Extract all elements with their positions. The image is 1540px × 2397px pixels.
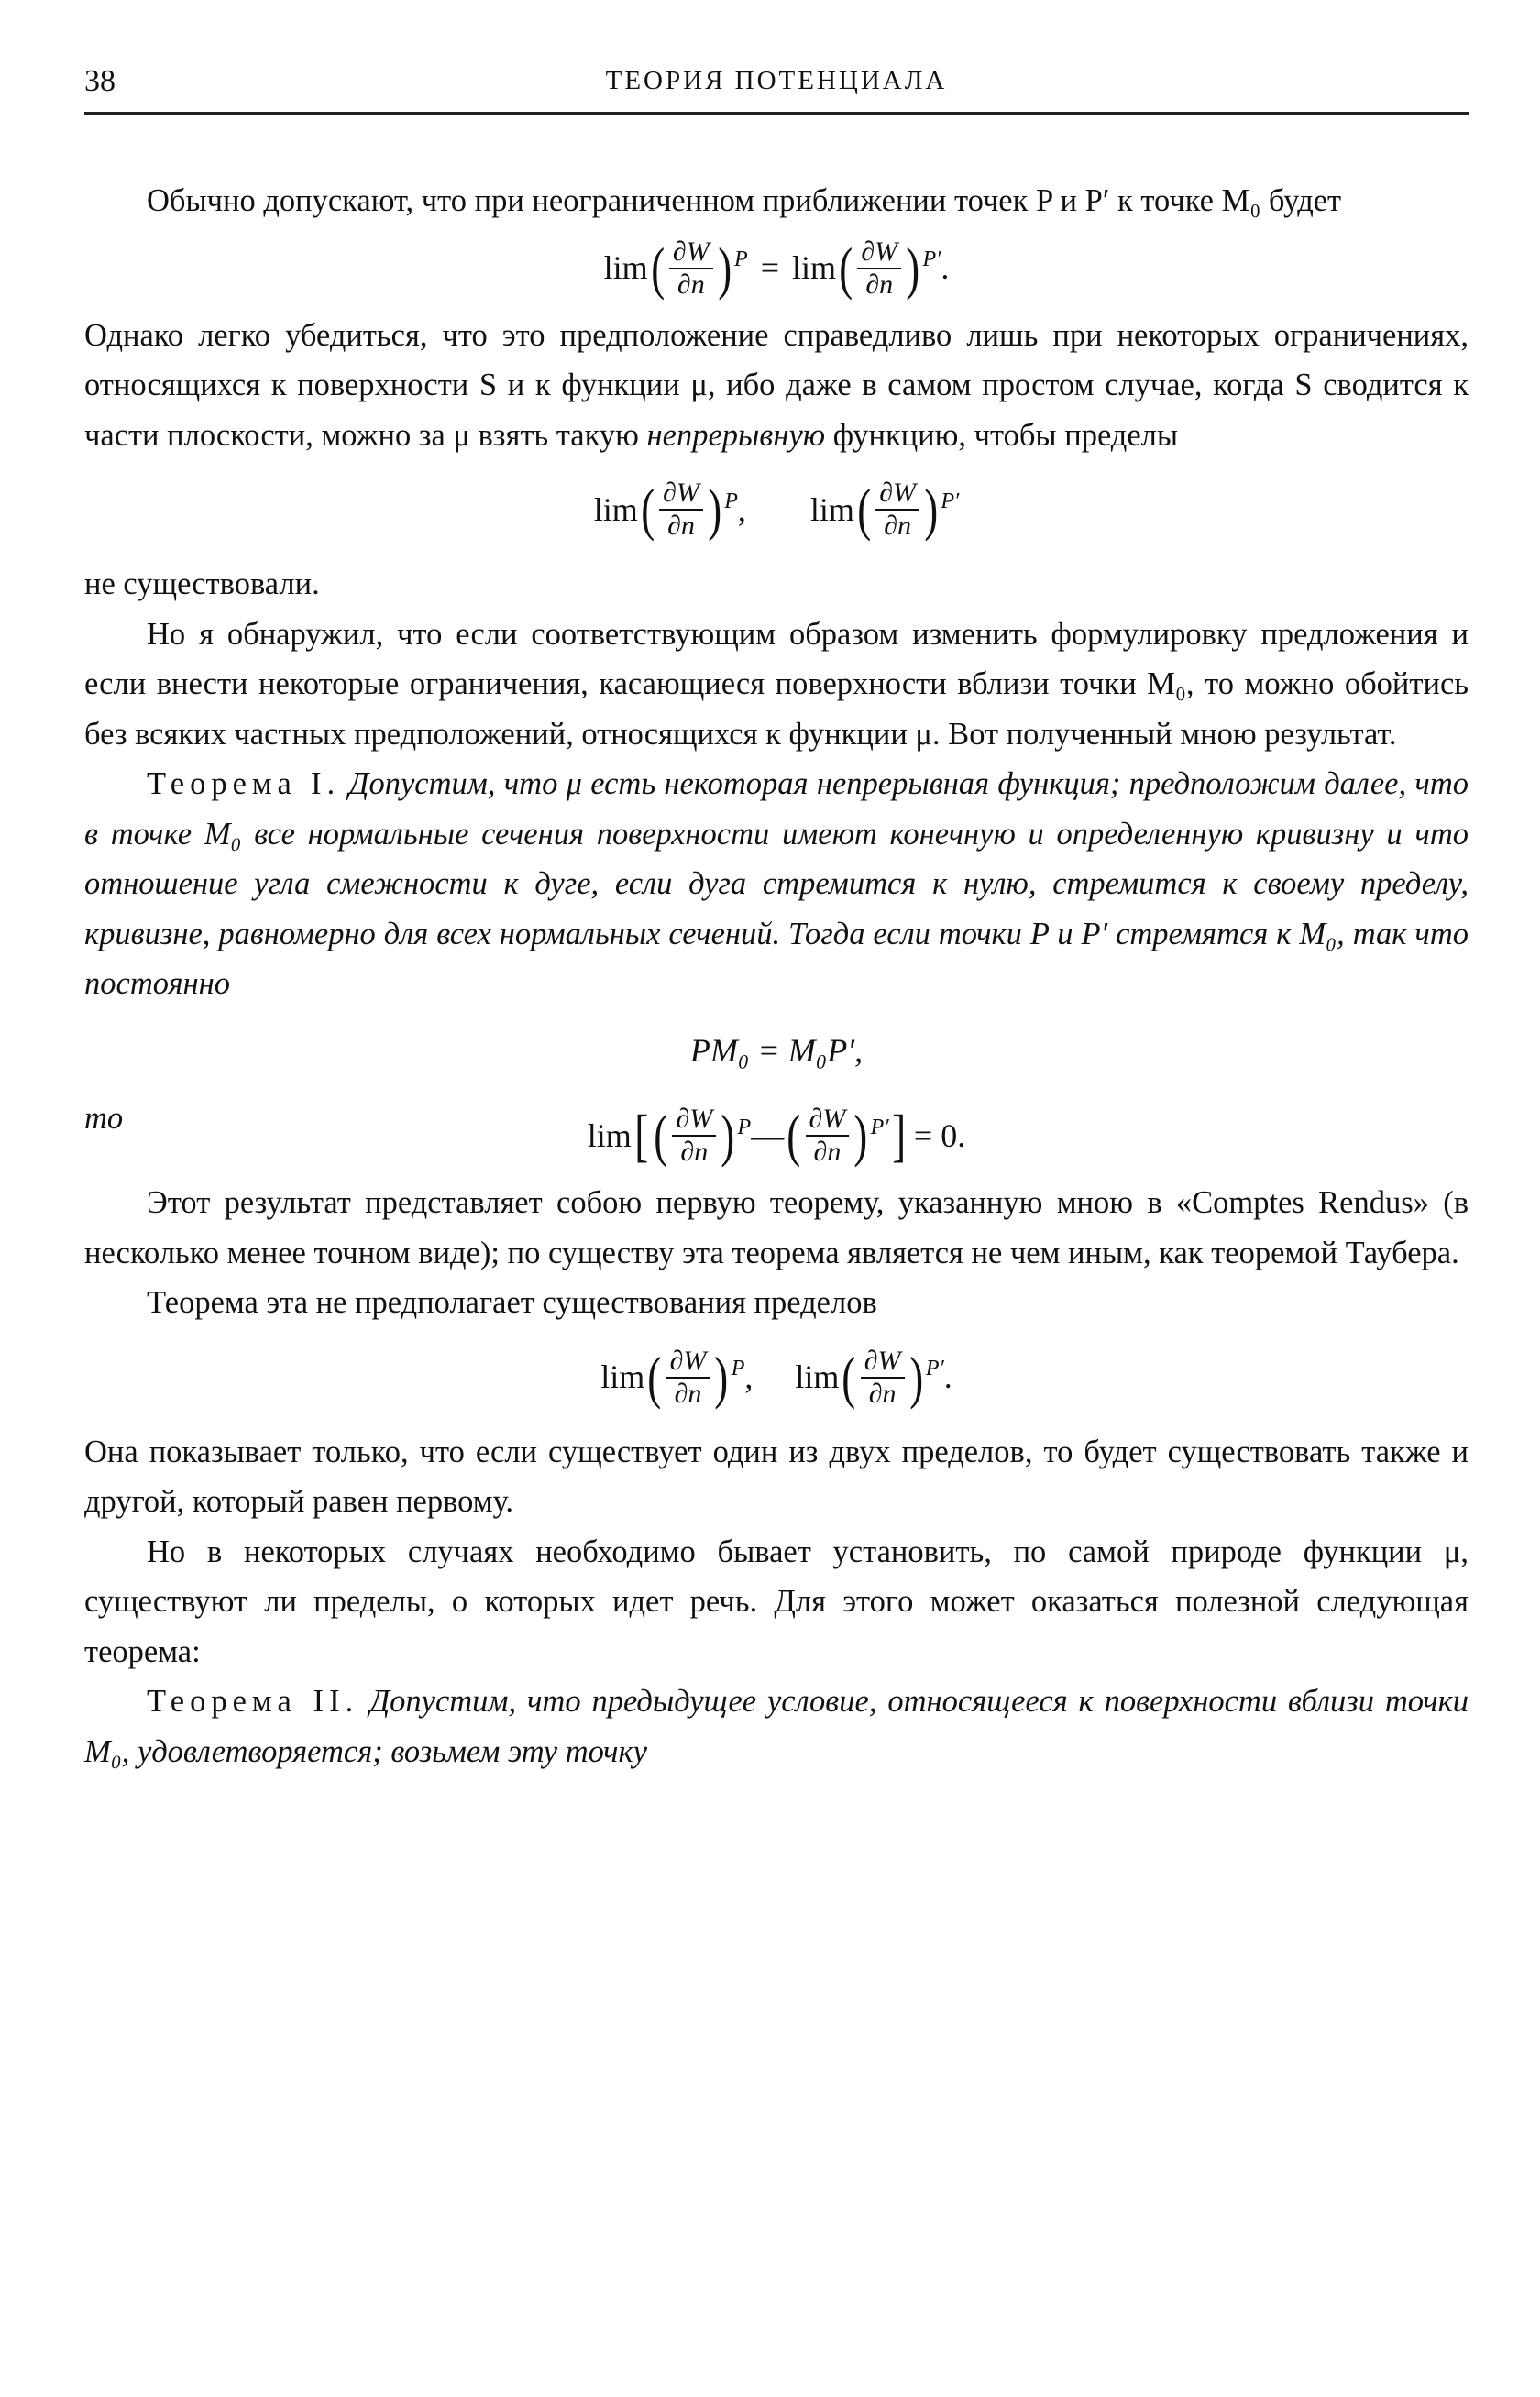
- paragraph-3: не существовали.: [84, 566, 320, 601]
- lim-label: lim: [593, 490, 638, 528]
- period: .: [943, 1358, 952, 1396]
- period: .: [940, 249, 950, 287]
- lim-label: lim: [603, 249, 648, 287]
- equation-pm0: PM₀ = M₀P′,: [689, 1032, 864, 1070]
- frac-numerator: ∂W: [861, 1346, 905, 1379]
- lim-label: lim: [587, 1116, 632, 1154]
- lim-label: lim: [600, 1358, 645, 1396]
- paragraph-2-text: Однако легко убедиться, что это предположение справедливо лишь при некоторых ограничениях, относящихся к поверхности S и к функции μ, ибо даже в самом простом случае, когда S сводится к части плоскости, можно за μ взять такую: [84, 317, 1468, 453]
- minus-sign: —: [751, 1116, 785, 1154]
- lim-label: lim: [809, 490, 854, 528]
- comma: ,: [737, 490, 746, 528]
- subscript-p: P: [731, 1357, 745, 1381]
- then-word: то: [84, 1100, 124, 1136]
- theorem-2-text: Допустим, что предыдущее условие, относящееся к поверхности вблизи точки M₀, удовлетворяется; возьмем эту точку: [84, 1684, 1468, 1769]
- paragraph-5: Этот результат представляет собою первую теорему, указанную мною в «Comptes Rendus» (в несколько менее точном виде); по существу эта теорема является не чем иным, как теоремой Таубера.: [84, 1185, 1468, 1270]
- equals-zero: = 0.: [913, 1116, 966, 1154]
- paragraph-1: Обычно допускают, что при неограниченном приближении точек P и P′ к точке M₀ будет: [147, 183, 1342, 218]
- subscript-p: P: [737, 1115, 752, 1139]
- frac-denominator: ∂n: [676, 269, 705, 300]
- theorem-1: [84, 759, 1468, 1009]
- comma: ,: [744, 1358, 754, 1396]
- page-number: 38: [84, 64, 116, 98]
- theorem-1-label: Теорема I.: [147, 766, 341, 801]
- frac-denominator: ∂n: [667, 511, 695, 541]
- frac-denominator: ∂n: [884, 511, 912, 541]
- paragraph-2-end: функцию, чтобы пределы: [825, 417, 1179, 453]
- frac-numerator: ∂W: [875, 478, 919, 511]
- formula-limits-equal: lim ( $\frac{\partial W}{\partial n}$ ) P = lim ( $\frac{\partial W}{\partial n}$ ) P′ .: [603, 235, 950, 301]
- lim-label: lim: [795, 1358, 840, 1396]
- subscript-p-prime: P′: [922, 247, 941, 272]
- subscript-p-prime: P′: [870, 1115, 889, 1139]
- equals-sign: =: [760, 249, 780, 287]
- running-title: ТЕОРИЯ ПОТЕНЦИАЛА: [605, 66, 948, 95]
- body-text: [84, 176, 1468, 1776]
- paragraph-2: [84, 311, 1468, 461]
- frac-denominator: ∂n: [865, 269, 894, 300]
- subscript-p-prime: P′: [925, 1357, 944, 1381]
- page-header: [84, 64, 1468, 110]
- formula-two-limits-2: lim ( $\frac{\partial W}{\partial n}$ ) P , lim ( $\frac{\partial W}{\partial n}$ ) P′ .: [600, 1344, 952, 1410]
- paragraph-4: Но я обнаружил, что если соответствующим образом изменить формулировку предложения и если внести некоторые ограничения, касающиеся поверхности вблизи точки M₀, то можно обойтись без всяких частных предположений, относящихся к функции μ. Вот полученный мною результат.: [84, 616, 1468, 752]
- frac-denominator: ∂n: [674, 1378, 702, 1409]
- subscript-p: P: [734, 247, 748, 272]
- paragraph-8: Но в некоторых случаях необходимо бывает установить, по самой природе функции μ, существуют ли пределы, о которых идет речь. Для этого может оказаться полезной следующая теорема:: [84, 1534, 1468, 1669]
- frac-numerator: ∂W: [672, 1104, 716, 1137]
- theorem-1-text: Допустим, что μ есть некоторая непрерывная функция; предположим далее, что в точке M₀ все нормальные сечения поверхности имеют конечную и определенную кривизну и что отношение угла смежности к дуге, если дуга стремится к нулю, стремится к своему пределу, кривизне, равномерно для всех нормальных сечений. Тогда если точки P и P′ стремятся к M₀, так что постоянно: [84, 766, 1468, 1001]
- paragraph-6: Теорема эта не предполагает существования пределов: [147, 1285, 877, 1320]
- frac-denominator: ∂n: [813, 1137, 842, 1167]
- book-page: [84, 0, 1468, 2397]
- formula-two-limits: lim ( $\frac{\partial W}{\partial n}$ ) P , lim ( $\frac{\partial W}{\partial n}$ ) P′: [593, 477, 960, 542]
- theorem-2: [84, 1677, 1468, 1776]
- formula-limit-difference: lim [ ( $\frac{\partial W}{\partial n}$ ) P — ( $\frac{\partial W}{\partial n}$ ) P′ ] = 0.: [587, 1103, 966, 1168]
- formula-pm0: [84, 1009, 1468, 1094]
- subscript-p: P: [724, 489, 738, 513]
- frac-numerator: ∂W: [669, 236, 713, 269]
- frac-numerator: ∂W: [857, 236, 901, 269]
- frac-numerator: ∂W: [806, 1104, 850, 1137]
- frac-denominator: ∂n: [868, 1378, 896, 1409]
- frac-denominator: ∂n: [680, 1137, 709, 1167]
- header-rule: [84, 112, 1468, 115]
- frac-numerator: ∂W: [659, 478, 703, 511]
- theorem-2-label: Теорема II.: [147, 1684, 359, 1719]
- frac-numerator: ∂W: [666, 1346, 710, 1379]
- paragraph-7: Она показывает только, что если существует один из двух пределов, то будет существовать также и другой, который равен первому.: [84, 1434, 1468, 1519]
- emphasis-word: непрерывную: [646, 417, 826, 453]
- subscript-p-prime: P′: [940, 489, 960, 513]
- lim-label: lim: [792, 249, 837, 287]
